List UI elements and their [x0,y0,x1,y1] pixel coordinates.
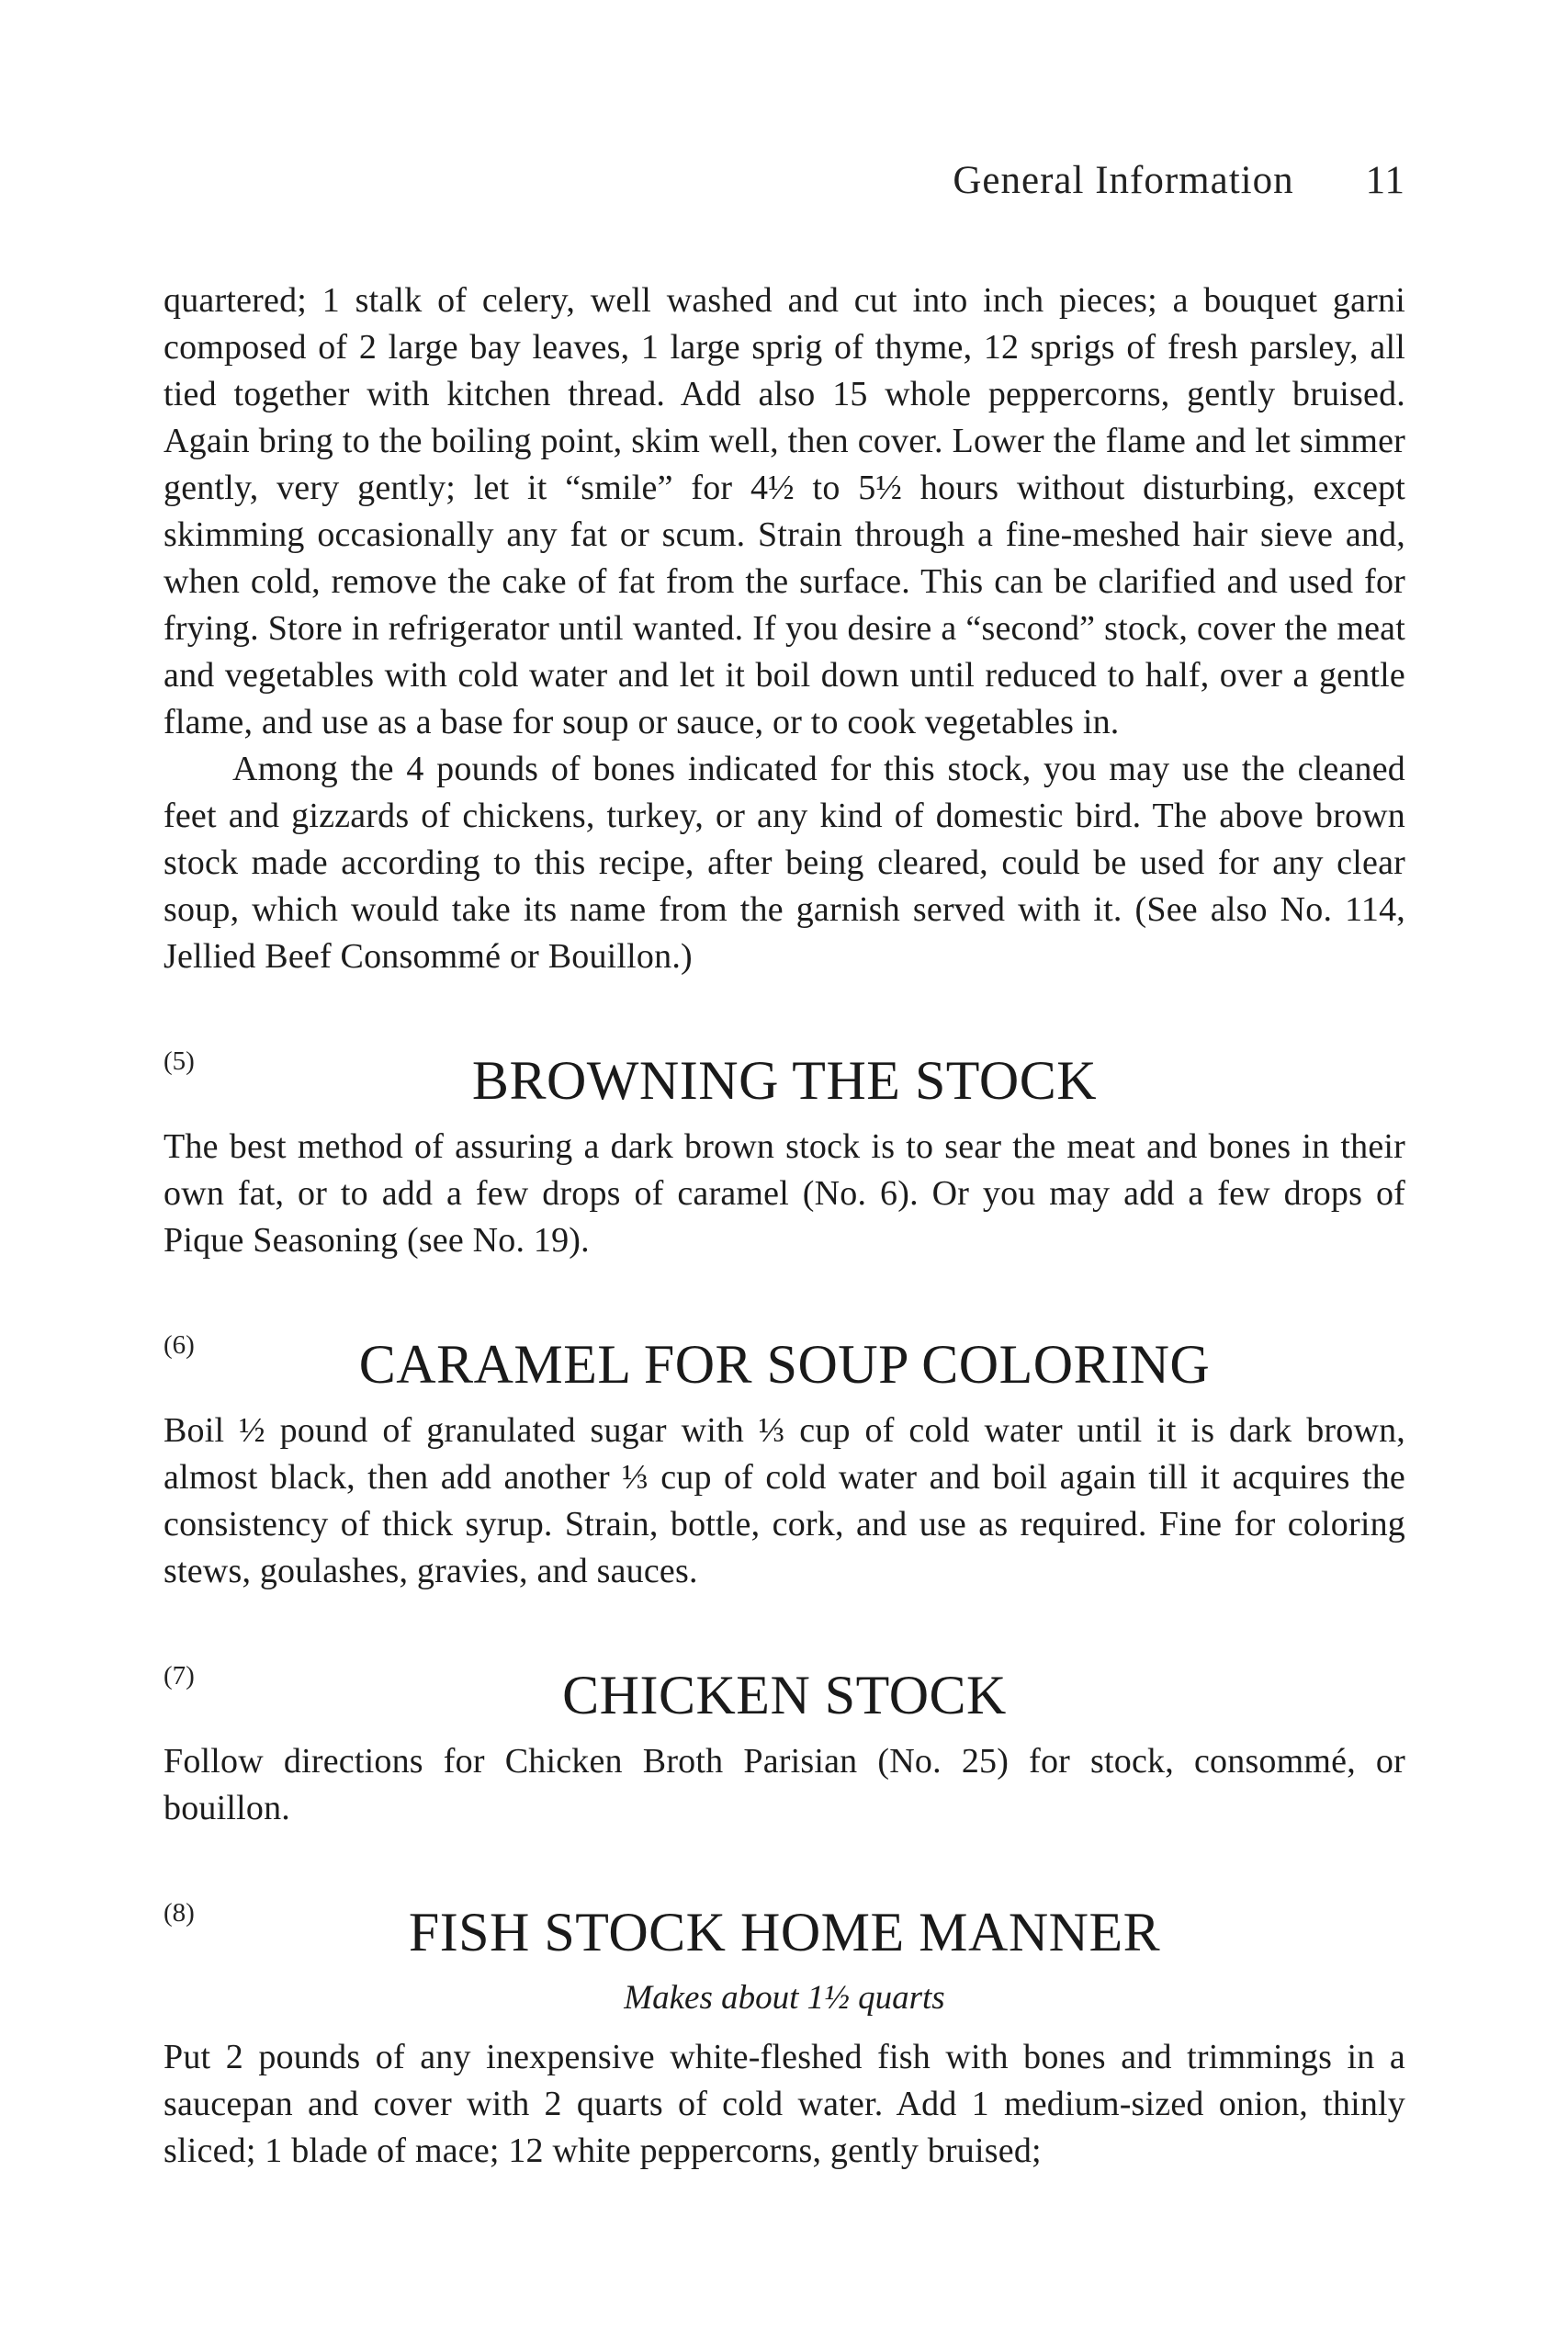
recipe-heading [164,1659,1405,1731]
recipe-number: (7) [164,1661,195,1690]
recipe-yield: Makes about 1½ quarts [624,1979,945,2017]
recipe-text: The best method of assuring a dark brown stock is to sear the meat and bones in their own fat, or to add a few drops of caramel (No. 6). Or you may add a few drops of Pique Seasoning (see No. 19). [164,1127,1405,1260]
recipe-browning-the-stock [164,1045,1405,1264]
recipe-title: CHICKEN STOCK [562,1665,1007,1725]
recipe-text: Put 2 pounds of any inexpensive white-fleshed fish with bones and trimmings in a saucepan and cover with 2 quarts of cold water. Add 1 medium-sized onion, thinly sliced; 1 blade of mace; 12 white peppercorns, gently bruised; [164,2038,1405,2170]
continued-paragraph-2: Among the 4 pounds of bones indicated for this stock, you may use the cleaned feet and gizzards of chickens, turkey, or any kind of domestic bird. The above brown stock made according to this recipe, after being cleared, could be used for any clear soup, which would take its name from the garnish served with it. (See also No. 114, Jellied Beef Consommé or Bouillon.) [164,750,1405,976]
running-head [953,158,1405,203]
recipe-title: CARAMEL FOR SOUP COLORING [358,1334,1211,1395]
running-head-title: General Information [953,159,1294,202]
recipe-number: (5) [164,1046,195,1076]
recipe-title: FISH STOCK HOME MANNER [408,1902,1161,1962]
recipe-number: (6) [164,1330,195,1360]
continued-recipe [164,277,1405,980]
continued-paragraph-1: quartered; 1 stalk of celery, well washed and cut into inch pieces; a bouquet garni composed of 2 large bay leaves, 1 large sprig of thyme, 12 sprigs of fresh parsley, all tied together with kitchen thread. Add also 15 whole peppercorns, gently bruised. Again bring to the boiling point, skim well, then cover. Lower the flame and let simmer gently, very gently; let it “smile” for 4½ to 5½ hours without disturbing, except skimming occasionally any fat or scum. Strain through a fine-meshed hair sieve and, when cold, remove the cake of fat from the surface. This can be clarified and used for frying. Store in refrigerator until wanted. If you desire a “second” stock, cover the meat and vegetables with cold water and let it boil down until reduced to half, over a gentle flame, and use as a base for soup or sauce, or to cook vegetables in. [164,281,1405,741]
book-page [164,0,1405,2352]
recipe-caramel-for-soup-coloring [164,1329,1405,1595]
recipe-number: (8) [164,1898,195,1928]
recipe-text: Follow directions for Chicken Broth Parisian (No. 25) for stock, consommé, or bouillon. [164,1742,1405,1827]
page-body [164,277,1405,2175]
recipe-heading [164,1329,1405,1400]
recipe-chicken-stock [164,1659,1405,1832]
page-number: 11 [1365,159,1405,202]
recipe-heading [164,1045,1405,1116]
recipe-heading [164,1896,1405,1968]
recipe-text: Boil ½ pound of granulated sugar with ⅓ cup of cold water until it is dark brown, almost black, then add another ⅓ cup of cold water and boil again till it acquires the consistency of thick syrup. Strain, bottle, cork, and use as required. Fine for coloring stews, goulashes, gravies, and sauces. [164,1411,1405,1590]
recipe-title: BROWNING THE STOCK [471,1050,1098,1111]
recipe-fish-stock-home-manner [164,1896,1405,2175]
